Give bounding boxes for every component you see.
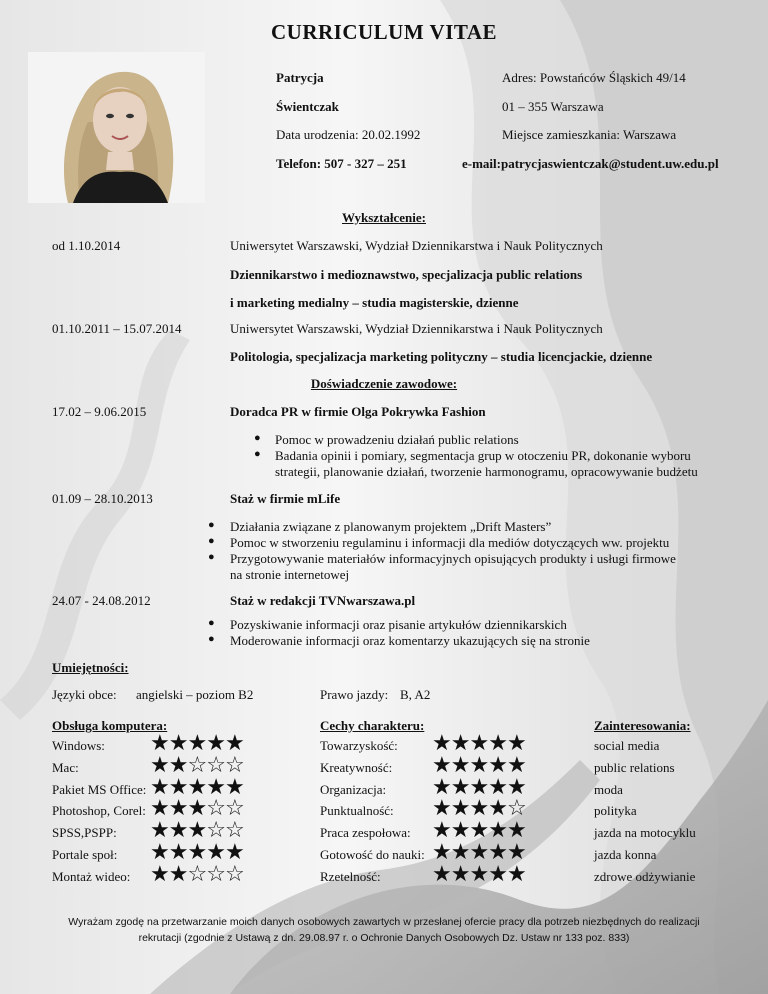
star-filled-icon: ★: [469, 818, 489, 844]
birth-date: Data urodzenia: 20.02.1992: [276, 127, 421, 142]
star-empty-icon: ☆: [187, 861, 207, 887]
education-school: Uniwersytet Warszawski, Wydział Dziennikarstwa i Nauk Politycznych: [230, 321, 603, 336]
last-name: Świentczak: [276, 99, 339, 114]
education-school: Uniwersytet Warszawski, Wydział Dziennikarstwa i Nauk Politycznych: [230, 238, 603, 253]
star-empty-icon: ☆: [206, 796, 225, 822]
star-empty-icon: ☆: [506, 796, 526, 822]
education-date: 01.10.2011 – 15.07.2014: [52, 321, 182, 336]
star-filled-icon: ★: [450, 840, 470, 865]
bullet-icon: ●: [208, 617, 215, 629]
star-filled-icon: ★: [432, 861, 451, 887]
star-filled-icon: ★: [168, 796, 188, 822]
gdpr-consent-line: rekrutacji (zgodnie z Ustawą z dn. 29.08.97 r. o Ochronie Danych Osobowych Dz. Ustaw nr 133 poz. 833): [138, 932, 630, 944]
computer-skill-label: Windows:: [52, 738, 105, 753]
experience-bullet: Przygotowywanie materiałów informacyjnych opisujących produkty i usługi firmowe: [230, 551, 676, 566]
gdpr-consent-line: Wyrażam zgodę na przetwarzanie moich danych osobowych zawartych w przesłanej ofercie pracy dla potrzeb niezbędnych do realizacji: [68, 916, 700, 928]
computer-skill-label: Photoshop, Corel:: [52, 803, 146, 819]
star-rating: [432, 774, 526, 800]
star-filled-icon: ★: [450, 796, 470, 822]
star-filled-icon: ★: [488, 861, 507, 887]
character-trait-label: Gotowość do nauki:: [320, 847, 425, 862]
experience-bullet: na stronie internetowej: [230, 567, 350, 582]
star-filled-icon: ★: [432, 840, 451, 865]
star-filled-icon: ★: [488, 796, 507, 822]
interest-item: zdrowe odżywianie: [594, 868, 696, 884]
bullet-icon: ●: [208, 535, 215, 547]
interests-heading: Zainteresowania:: [594, 718, 691, 733]
star-filled-icon: ★: [187, 840, 207, 865]
computer-skill-label: Mac:: [52, 759, 79, 775]
star-filled-icon: ★: [488, 840, 507, 865]
star-filled-icon: ★: [224, 840, 244, 865]
license-value: B, A2: [400, 687, 431, 702]
education-heading: Wykształcenie:: [342, 210, 426, 225]
star-filled-icon: ★: [432, 752, 451, 778]
license-label: Prawo jazdy:: [320, 687, 389, 702]
star-filled-icon: ★: [506, 752, 526, 778]
star-filled-icon: ★: [432, 796, 451, 822]
star-rating: [150, 752, 244, 778]
page-title: CURRICULUM VITAE: [271, 20, 497, 44]
experience-position: Staż w redakcji TVNwarszawa.pl: [230, 593, 416, 608]
star-filled-icon: ★: [224, 731, 244, 756]
education-date: od 1.10.2014: [52, 238, 121, 253]
character-trait-label: Praca zespołowa:: [320, 825, 411, 841]
star-empty-icon: ☆: [206, 752, 225, 778]
education-program: Dziennikarstwo i medioznawstwo, specjalizacja public relations: [230, 267, 583, 282]
bullet-icon: ●: [208, 519, 215, 531]
bullet-icon: ●: [254, 432, 261, 444]
star-rating: [150, 861, 244, 887]
experience-bullet: Badania opinii i pomiary, segmentacja grup w otoczeniu PR, dokonanie wyboru: [275, 448, 691, 463]
star-rating: [432, 818, 526, 844]
star-filled-icon: ★: [488, 731, 507, 756]
interest-item: polityka: [594, 803, 637, 819]
character-trait-label: Rzetelność:: [320, 868, 381, 884]
experience-date: 24.07 - 24.08.2012: [52, 593, 151, 608]
star-filled-icon: ★: [432, 818, 451, 844]
star-filled-icon: ★: [469, 774, 489, 800]
star-filled-icon: ★: [187, 796, 207, 822]
interest-item: moda: [594, 781, 623, 797]
city: 01 – 355 Warszawa: [502, 99, 604, 114]
experience-bullet: Działania związane z planowanym projektem „Drift Masters”: [230, 519, 552, 534]
star-empty-icon: ☆: [224, 861, 244, 887]
star-filled-icon: ★: [469, 752, 489, 778]
star-filled-icon: ★: [168, 774, 188, 800]
star-filled-icon: ★: [450, 752, 470, 778]
languages-value: angielski – poziom B2: [136, 687, 254, 702]
computer-skill-label: Pakiet MS Office:: [52, 781, 147, 797]
star-filled-icon: ★: [432, 774, 451, 800]
star-empty-icon: ☆: [224, 796, 244, 822]
star-filled-icon: ★: [506, 861, 526, 887]
star-filled-icon: ★: [206, 731, 225, 756]
star-filled-icon: ★: [187, 818, 207, 844]
star-filled-icon: ★: [488, 818, 507, 844]
star-filled-icon: ★: [506, 731, 526, 756]
character-trait-label: Punktualność:: [320, 803, 394, 819]
star-filled-icon: ★: [206, 774, 225, 800]
education-program: i marketing medialny – studia magisterskie, dzienne: [230, 295, 519, 310]
star-filled-icon: ★: [506, 774, 526, 800]
interest-item: jazda na motocyklu: [594, 825, 696, 841]
star-filled-icon: ★: [450, 731, 470, 756]
star-filled-icon: ★: [506, 818, 526, 844]
star-rating: [150, 796, 244, 822]
experience-date: 01.09 – 28.10.2013: [52, 491, 153, 506]
experience-position: Doradca PR w firmie Olga Pokrywka Fashion: [230, 404, 486, 419]
star-filled-icon: ★: [469, 731, 489, 756]
star-empty-icon: ☆: [224, 818, 244, 844]
computer-skill-label: SPSS,PSPP:: [52, 825, 117, 841]
star-filled-icon: ★: [469, 861, 489, 887]
character-trait-label: Towarzyskość:: [320, 738, 398, 753]
character-trait-label: Organizacja:: [320, 781, 387, 797]
star-filled-icon: ★: [187, 731, 207, 756]
star-filled-icon: ★: [450, 774, 470, 800]
email: e-mail:patrycjaswientczak@student.uw.edu.pl: [462, 156, 719, 171]
experience-bullet: Pomoc w stworzeniu regulaminu i informacji dla mediów dotyczących ww. projektu: [230, 535, 670, 550]
star-filled-icon: ★: [469, 796, 489, 822]
education-program: Politologia, specjalizacja marketing polityczny – studia licencjackie, dzienne: [230, 349, 653, 364]
star-filled-icon: ★: [206, 840, 225, 865]
experience-bullet: Pozyskiwanie informacji oraz pisanie artykułów dziennikarskich: [230, 617, 567, 632]
star-empty-icon: ☆: [206, 818, 225, 844]
experience-heading: Doświadczenie zawodowe:: [310, 376, 458, 391]
character-trait-label: Kreatywność:: [320, 759, 393, 775]
interest-item: jazda konna: [594, 847, 657, 862]
experience-position: Staż w firmie mLife: [230, 491, 341, 506]
star-filled-icon: ★: [168, 861, 188, 887]
star-filled-icon: ★: [187, 774, 207, 800]
star-filled-icon: ★: [150, 840, 169, 865]
star-filled-icon: ★: [168, 818, 188, 844]
star-rating: [432, 861, 526, 887]
interest-item: social media: [594, 738, 660, 753]
star-empty-icon: ☆: [187, 752, 207, 778]
experience-date: 17.02 – 9.06.2015: [52, 404, 147, 419]
star-filled-icon: ★: [432, 731, 451, 756]
star-filled-icon: ★: [168, 731, 188, 756]
star-empty-icon: ☆: [206, 861, 225, 887]
star-filled-icon: ★: [488, 752, 507, 778]
star-filled-icon: ★: [506, 840, 526, 865]
star-rating: [150, 774, 244, 800]
residence: Miejsce zamieszkania: Warszawa: [502, 127, 677, 142]
star-rating: [432, 752, 526, 778]
star-filled-icon: ★: [168, 840, 188, 865]
star-empty-icon: ☆: [224, 752, 244, 778]
star-filled-icon: ★: [150, 796, 169, 822]
bullet-icon: ●: [208, 633, 215, 645]
interest-item: public relations: [594, 759, 675, 775]
bullet-icon: ●: [254, 448, 261, 460]
star-filled-icon: ★: [168, 752, 188, 778]
computer-skill-label: Portale społ:: [52, 847, 118, 862]
star-rating: [432, 796, 526, 822]
phone: Telefon: 507 - 327 – 251: [276, 156, 407, 171]
experience-bullet: strategii, planowanie działań, tworzenie harmonogramu, opracowywanie budżetu: [275, 464, 698, 479]
star-filled-icon: ★: [150, 818, 169, 844]
star-filled-icon: ★: [150, 731, 169, 756]
star-filled-icon: ★: [224, 774, 244, 800]
star-filled-icon: ★: [469, 840, 489, 865]
profile-photo: [28, 52, 205, 203]
first-name: Patrycja: [276, 70, 324, 85]
star-filled-icon: ★: [150, 752, 169, 778]
languages-label: Języki obce:: [52, 687, 117, 702]
star-rating: [432, 840, 526, 865]
star-rating: [150, 840, 244, 865]
skills-heading: Umiejętności:: [52, 660, 129, 675]
star-rating: [150, 818, 244, 844]
bullet-icon: ●: [208, 551, 215, 563]
star-filled-icon: ★: [488, 774, 507, 800]
character-heading: Cechy charakteru:: [320, 718, 425, 733]
star-filled-icon: ★: [450, 818, 470, 844]
computer-heading: Obsługa komputera:: [52, 718, 168, 733]
experience-bullet: Pomoc w prowadzeniu działań public relations: [275, 432, 519, 447]
experience-bullet: Moderowanie informacji oraz komentarzy ukazujących się na stronie: [230, 633, 590, 648]
star-filled-icon: ★: [450, 861, 470, 887]
star-rating: [432, 731, 526, 756]
star-filled-icon: ★: [150, 861, 169, 887]
star-rating: [150, 731, 244, 756]
star-filled-icon: ★: [150, 774, 169, 800]
computer-skill-label: Montaż wideo:: [52, 868, 131, 884]
address: Adres: Powstańców Śląskich 49/14: [502, 70, 686, 85]
